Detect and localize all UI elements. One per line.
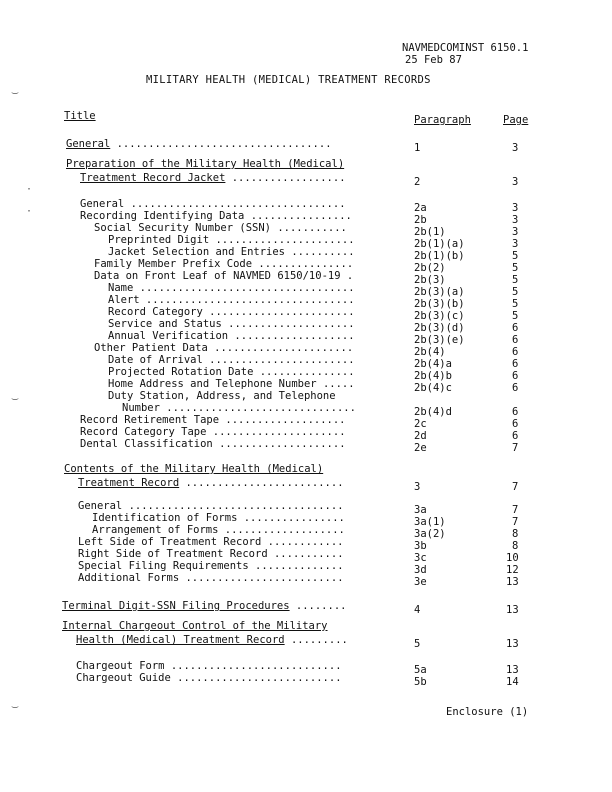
toc-leader-dots: ................... — [218, 524, 345, 536]
toc-entry-title: Projected Rotation Date — [108, 366, 254, 378]
toc-leader-dots: .................. — [225, 172, 346, 184]
toc-entry-paragraph: 2e — [414, 442, 427, 454]
toc-entry-page: 5 — [512, 274, 519, 286]
toc-entry-paragraph: 3e — [414, 576, 427, 588]
toc-entry — [108, 390, 336, 402]
toc-entry — [76, 672, 342, 684]
toc-entry-paragraph: 2b(4)b — [414, 370, 452, 382]
toc-entry — [76, 660, 342, 672]
toc-entry — [94, 270, 353, 282]
toc-entry — [94, 222, 347, 234]
column-header-paragraph: Paragraph — [414, 114, 471, 126]
toc-entry — [76, 634, 348, 646]
toc-entry-paragraph: 2a — [414, 202, 427, 214]
toc-entry-title: Home Address and Telephone Number — [108, 378, 317, 390]
toc-leader-dots: ............... — [252, 258, 354, 270]
toc-leader-dots: .................................. — [122, 500, 344, 512]
toc-entry — [80, 414, 346, 426]
toc-entry-title: Terminal Digit-SSN Filing Procedures — [62, 600, 290, 612]
toc-entry — [78, 536, 344, 548]
toc-entry-title: Annual Verification — [108, 330, 229, 342]
toc-entry-page: 6 — [512, 334, 519, 346]
toc-entry-title: Duty Station, Address, and Telephone — [108, 390, 336, 402]
toc-entry — [80, 172, 346, 184]
toc-entry-paragraph: 2b(4)c — [414, 382, 452, 394]
toc-entry-paragraph: 1 — [414, 142, 421, 154]
toc-entry-title: General — [80, 198, 125, 210]
toc-entry-paragraph: 2b(1)(a) — [414, 238, 465, 250]
toc-entry — [108, 330, 355, 342]
toc-leader-dots: ............... — [253, 366, 355, 378]
toc-entry-title: Internal Chargeout Control of the Military — [62, 620, 328, 632]
toc-leader-dots: ......................... — [179, 477, 344, 489]
toc-entry-title: Identification of Forms — [92, 512, 238, 524]
toc-entry-title: General — [66, 138, 111, 150]
toc-entry — [64, 463, 323, 475]
toc-entry — [62, 600, 346, 612]
instruction-number: NAVMEDCOMINST 6150.1 — [402, 42, 529, 54]
toc-entry-title: Alert — [108, 294, 140, 306]
toc-entry — [80, 438, 346, 450]
toc-entry-title: Jacket Selection and Entries — [108, 246, 286, 258]
toc-entry-paragraph: 2b(3)(b) — [414, 298, 465, 310]
toc-entry-page: 6 — [512, 322, 519, 334]
toc-entry-paragraph: 2b(3)(d) — [414, 322, 465, 334]
toc-leader-dots: ......................... — [179, 572, 344, 584]
toc-entry-title: Arrangement of Forms — [92, 524, 219, 536]
toc-entry — [108, 366, 355, 378]
toc-leader-dots: .................................. — [110, 138, 332, 150]
toc-leader-dots: ....................... — [202, 354, 355, 366]
toc-entry — [62, 620, 328, 632]
toc-entry-page: 7 — [512, 481, 519, 493]
toc-entry-page: 6 — [512, 430, 519, 442]
toc-entry-paragraph: 4 — [414, 604, 421, 616]
column-header-title: Title — [64, 110, 96, 122]
margin-mark: ‿ — [12, 698, 19, 709]
toc-entry-paragraph: 2 — [414, 176, 421, 188]
toc-entry-paragraph: 2b(1)(b) — [414, 250, 465, 262]
toc-entry-paragraph: 2b(2) — [414, 262, 446, 274]
toc-entry-page: 3 — [512, 226, 519, 238]
toc-entry-paragraph: 3a(2) — [414, 528, 446, 540]
toc-leader-dots: ........... — [271, 222, 347, 234]
toc-entry-page: 6 — [512, 382, 519, 394]
toc-leader-dots: .................................. — [133, 282, 355, 294]
toc-entry-paragraph: 5a — [414, 664, 427, 676]
toc-entry-page: 5 — [512, 286, 519, 298]
toc-entry — [78, 572, 344, 584]
toc-entry-paragraph: 2b(4)d — [414, 406, 452, 418]
toc-entry — [66, 138, 332, 150]
toc-entry-page: 3 — [512, 176, 519, 188]
toc-entry — [80, 210, 352, 222]
toc-entry-paragraph: 5b — [414, 676, 427, 688]
toc-leader-dots: ......... — [284, 634, 348, 646]
toc-entry — [108, 234, 355, 246]
instruction-date: 25 Feb 87 — [405, 54, 462, 66]
margin-mark: ‿ — [12, 84, 19, 95]
toc-entry-title: Family Member Prefix Code — [94, 258, 253, 270]
toc-entry-page: 8 — [512, 528, 519, 540]
toc-entry-title: Right Side of Treatment Record — [78, 548, 268, 560]
toc-leader-dots: .......................... — [170, 672, 342, 684]
toc-entry-paragraph: 2b(4)a — [414, 358, 452, 370]
toc-entry-page: 13 — [506, 664, 519, 676]
toc-leader-dots: ...................... — [207, 342, 354, 354]
toc-entry-paragraph: 2b(1) — [414, 226, 446, 238]
toc-entry — [94, 342, 353, 354]
toc-leader-dots: .................................. — [124, 198, 346, 210]
toc-entry-paragraph: 2b — [414, 214, 427, 226]
toc-entry-page: 7 — [512, 442, 519, 454]
toc-entry-title: Contents of the Military Health (Medical) — [64, 463, 324, 475]
toc-leader-dots: .................... — [212, 438, 346, 450]
toc-leader-dots: ........... — [267, 548, 344, 560]
toc-leader-dots: ...................... — [209, 234, 355, 246]
column-header-page: Page — [503, 114, 529, 126]
toc-entry-title: Special Filing Requirements — [78, 560, 249, 572]
toc-entry-paragraph: 3a — [414, 504, 427, 516]
toc-entry — [108, 306, 355, 318]
toc-entry — [108, 318, 355, 330]
toc-leader-dots: ................... — [228, 330, 355, 342]
toc-entry-paragraph: 5 — [414, 638, 421, 650]
toc-leader-dots: ..... — [316, 378, 355, 390]
toc-leader-dots: ................ — [237, 512, 345, 524]
toc-entry-title: Dental Classification — [80, 438, 213, 450]
toc-entry — [78, 500, 344, 512]
toc-leader-dots: ........ — [289, 600, 347, 612]
toc-entry-title: Chargeout Guide — [76, 672, 171, 684]
toc-entry-title: Number — [122, 402, 160, 414]
toc-entry-page: 13 — [506, 638, 519, 650]
toc-entry-page: 3 — [512, 214, 519, 226]
toc-entry-page: 5 — [512, 298, 519, 310]
toc-entry-page: 6 — [512, 406, 519, 418]
toc-entry-paragraph: 3b — [414, 540, 427, 552]
toc-entry-page: 7 — [512, 504, 519, 516]
toc-entry-paragraph: 3d — [414, 564, 427, 576]
toc-entry-paragraph: 2b(3)(a) — [414, 286, 465, 298]
toc-entry — [108, 282, 355, 294]
toc-leader-dots: ................ — [244, 210, 352, 222]
toc-leader-dots: ..................... — [206, 426, 346, 438]
toc-entry-title: Data on Front Leaf of NAVMED 6150/10-19 — [94, 270, 341, 282]
toc-entry-page: 13 — [506, 604, 519, 616]
toc-entry-title: Health (Medical) Treatment Record — [76, 634, 285, 646]
toc-entry — [66, 158, 344, 170]
toc-entry-page: 3 — [512, 238, 519, 250]
toc-leader-dots: ........................... — [164, 660, 342, 672]
toc-entry — [78, 548, 344, 560]
toc-entry — [108, 354, 355, 366]
toc-entry-title: Treatment Record — [78, 477, 180, 489]
toc-leader-dots: .................... — [221, 318, 355, 330]
toc-entry-page: 3 — [512, 202, 519, 214]
toc-entry-page: 10 — [506, 552, 519, 564]
toc-entry-paragraph: 2c — [414, 418, 427, 430]
toc-entry-title: Recording Identifying Data — [80, 210, 245, 222]
toc-entry-title: Preprinted Digit — [108, 234, 210, 246]
toc-leader-dots: ................... — [219, 414, 346, 426]
toc-entry-page: 6 — [512, 418, 519, 430]
toc-entry-page: 12 — [506, 564, 519, 576]
toc-leader-dots: ....................... — [202, 306, 355, 318]
toc-entry-title: Record Category — [108, 306, 203, 318]
toc-entry — [80, 426, 346, 438]
toc-entry-page: 8 — [512, 540, 519, 552]
toc-entry-title: Left Side of Treatment Record — [78, 536, 262, 548]
toc-entry-paragraph: 3c — [414, 552, 427, 564]
toc-entry-title: Other Patient Data — [94, 342, 208, 354]
toc-entry-title: Preparation of the Military Health (Medical) — [66, 158, 345, 170]
document-title: MILITARY HEALTH (MEDICAL) TREATMENT RECORDS — [146, 74, 431, 86]
toc-leader-dots: .............................. — [159, 402, 356, 414]
toc-entry-title: Date of Arrival — [108, 354, 203, 366]
toc-entry-title: Name — [108, 282, 134, 294]
toc-entry-page: 3 — [512, 142, 519, 154]
toc-entry-paragraph: 2b(3)(c) — [414, 310, 465, 322]
toc-entry — [108, 246, 355, 258]
toc-entry-paragraph: 2b(3)(e) — [414, 334, 465, 346]
margin-mark: · — [26, 184, 33, 195]
toc-entry-title: Service and Status — [108, 318, 222, 330]
toc-entry-page: 7 — [512, 516, 519, 528]
toc-entry — [122, 402, 356, 414]
toc-entry-page: 5 — [512, 310, 519, 322]
toc-entry — [80, 198, 346, 210]
toc-entry — [94, 258, 353, 270]
toc-entry-page: 5 — [512, 250, 519, 262]
toc-entry-page: 6 — [512, 370, 519, 382]
toc-entry-title: Record Category Tape — [80, 426, 207, 438]
toc-entry-paragraph: 2b(4) — [414, 346, 446, 358]
toc-entry-paragraph: 2b(3) — [414, 274, 446, 286]
toc-leader-dots: ................................. — [139, 294, 355, 306]
enclosure-label: Enclosure (1) — [446, 706, 529, 718]
toc-entry-page: 6 — [512, 346, 519, 358]
toc-leader-dots: . — [340, 270, 354, 282]
toc-entry — [108, 294, 355, 306]
toc-leader-dots: .............. — [248, 560, 344, 572]
toc-leader-dots: ............ — [261, 536, 344, 548]
toc-entry-paragraph: 3a(1) — [414, 516, 446, 528]
toc-entry-title: Treatment Record Jacket — [80, 172, 226, 184]
toc-entry — [92, 524, 345, 536]
toc-entry — [78, 560, 344, 572]
toc-entry — [108, 378, 355, 390]
toc-entry-page: 14 — [506, 676, 519, 688]
toc-entry-page: 13 — [506, 576, 519, 588]
toc-entry — [78, 477, 344, 489]
margin-mark: ‿ — [12, 390, 19, 401]
toc-entry-page: 6 — [512, 358, 519, 370]
toc-entry-title: Record Retirement Tape — [80, 414, 220, 426]
toc-leader-dots: .......... — [285, 246, 355, 258]
margin-mark: · — [26, 206, 33, 217]
toc-entry-paragraph: 3 — [414, 481, 421, 493]
toc-entry-paragraph: 2d — [414, 430, 427, 442]
toc-entry-title: Additional Forms — [78, 572, 180, 584]
toc-entry-title: General — [78, 500, 123, 512]
toc-entry-title: Chargeout Form — [76, 660, 165, 672]
toc-entry-page: 5 — [512, 262, 519, 274]
toc-entry — [92, 512, 345, 524]
toc-entry-title: Social Security Number (SSN) — [94, 222, 272, 234]
